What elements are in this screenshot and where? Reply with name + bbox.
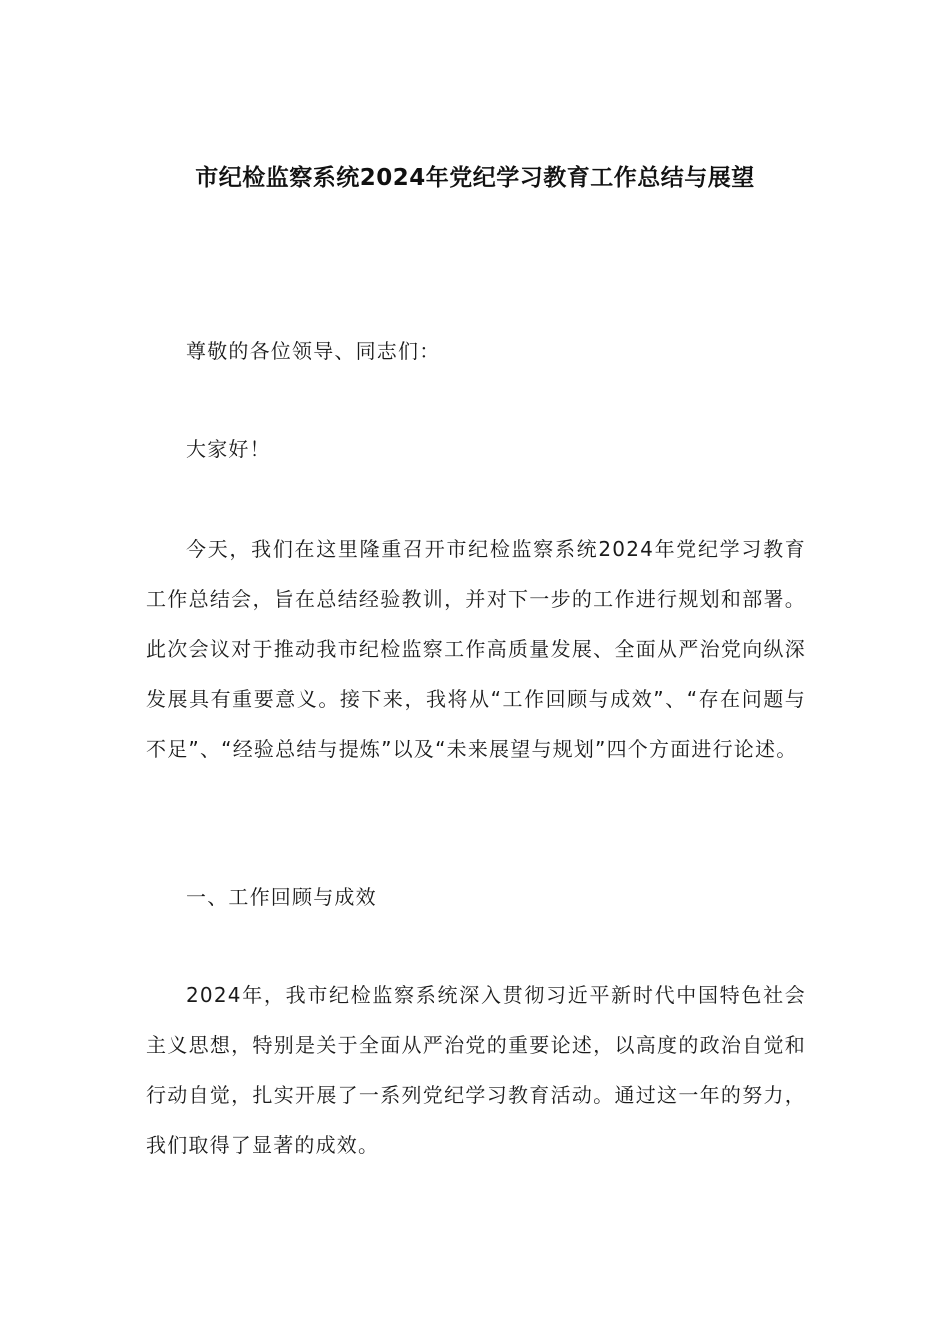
salutation-paragraph: 尊敬的各位领导、同志们： xyxy=(186,339,441,363)
greeting-paragraph: 大家好！ xyxy=(186,437,271,461)
section-heading-review: 一、工作回顾与成效 xyxy=(186,885,377,909)
intro-paragraph: 今天，我们在这里隆重召开市纪检监察系统2024年党纪学习教育工作总结会，旨在总结经验教训，并对下一步的工作进行规划和部署。此次会议对于推动我市纪检监察工作高质量发展、全面从严治党向纵深发展具有重要意义。接下来，我将从“工作回顾与成效”、“存在问题与不足”、“经验总结与提炼”以及“未来展望与规划”四个方面进行论述。 xyxy=(146,537,806,761)
review-paragraph: 2024年，我市纪检监察系统深入贯彻习近平新时代中国特色社会主义思想，特别是关于全面从严治党的重要论述，以高度的政治自觉和行动自觉，扎实开展了一系列党纪学习教育活动。通过这一年的努力，我们取得了显著的成效。 xyxy=(146,983,806,1157)
document-title: 市纪检监察系统2024年党纪学习教育工作总结与展望 xyxy=(195,165,755,191)
